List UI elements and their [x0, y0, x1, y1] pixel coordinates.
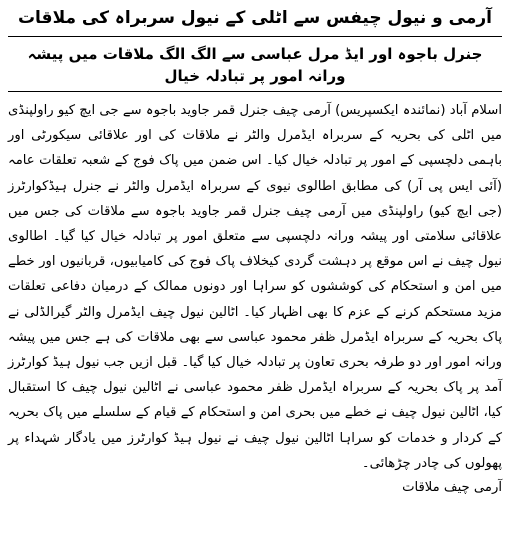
article-body: اسلام آباد (نمائندہ ایکسپریس) آرمی چیف جنرل قمر جاوید باجوہ سے جی ایچ کیو راولپنڈی میں اٹلی کی بحریہ کے سربراہ ایڈمرل والٹر نے ملاقات کی اور علاقائی سیکورٹی اور باہمی دلچسپی کے امور پر تبادلہ خیال کیا۔ اس ضمن میں پاک فوج کے شعبہ تعلقات عامہ (آئی ایس پی آر) کی مطابق اطالوی نیوی کے سربراہ ایڈمرل والٹر نے جنرل ہیڈکوارٹرز (جی ایچ کیو) راولپنڈی میں آرمی چیف جنرل قمر جاوید باجوہ سے ملاقات کی جس میں علاقائی سلامتی اور پیشہ ورانہ دلچسپی سے متعلق امور پر تبادلہ خیال کیا گیا۔ اطالوی نیول چیف نے اس موقع پر دہشت گردی کیخلاف پاک فوج کی کامیابیوں، قربانیوں اور خطے میں امن و استحکام کی کوششوں کو سراہا اور دونوں ممالک کے درمیان دفاعی تعلقات مزید مستحکم کرنے کے عزم کا بھی اظہار کیا۔ اٹالین نیول چیف ایڈمرل والٹر گیرالڈلی نے پاک بحریہ کے سربراہ ایڈمرل ظفر محمود عباسی سے بھی ملاقات کی ہے جس میں پیشہ ورانہ امور اور دو طرفہ بحری تعاون پر تبادلہ خیال کیا گیا۔ قبل ازیں جب نیول ہیڈ کوارٹرز آمد پر پاک بحریہ کے سربراہ ایڈمرل ظفر محمود عباسی نے اٹالین نیول چیف کا استقبال کیا، اٹالین نیول چیف نے خطے میں بحری امن و استحکام کے قیام کے سلسلے میں پاک بحریہ کے کردار و خدمات کو سراہا اٹالین نیول چیف نے نیول ہیڈ کوارٹرز میں یادگار شہداء پر پھولوں کی چادر چڑھائی۔	[8, 103, 502, 471]
subheadline: جنرل باجوہ اور ایڈ مرل عباسی سے الگ الگ ملاقات میں پیشہ ورانہ امور پر تبادلہ خیال	[27, 45, 483, 85]
subheadline-divider	[8, 91, 502, 92]
headline-divider	[8, 36, 502, 37]
headline: آرمی و نیول چیفس سے اٹلی کے نیول سربراہ کی ملاقات	[17, 8, 493, 28]
clipping-credit: آرمی چیف ملاقات	[402, 480, 502, 496]
